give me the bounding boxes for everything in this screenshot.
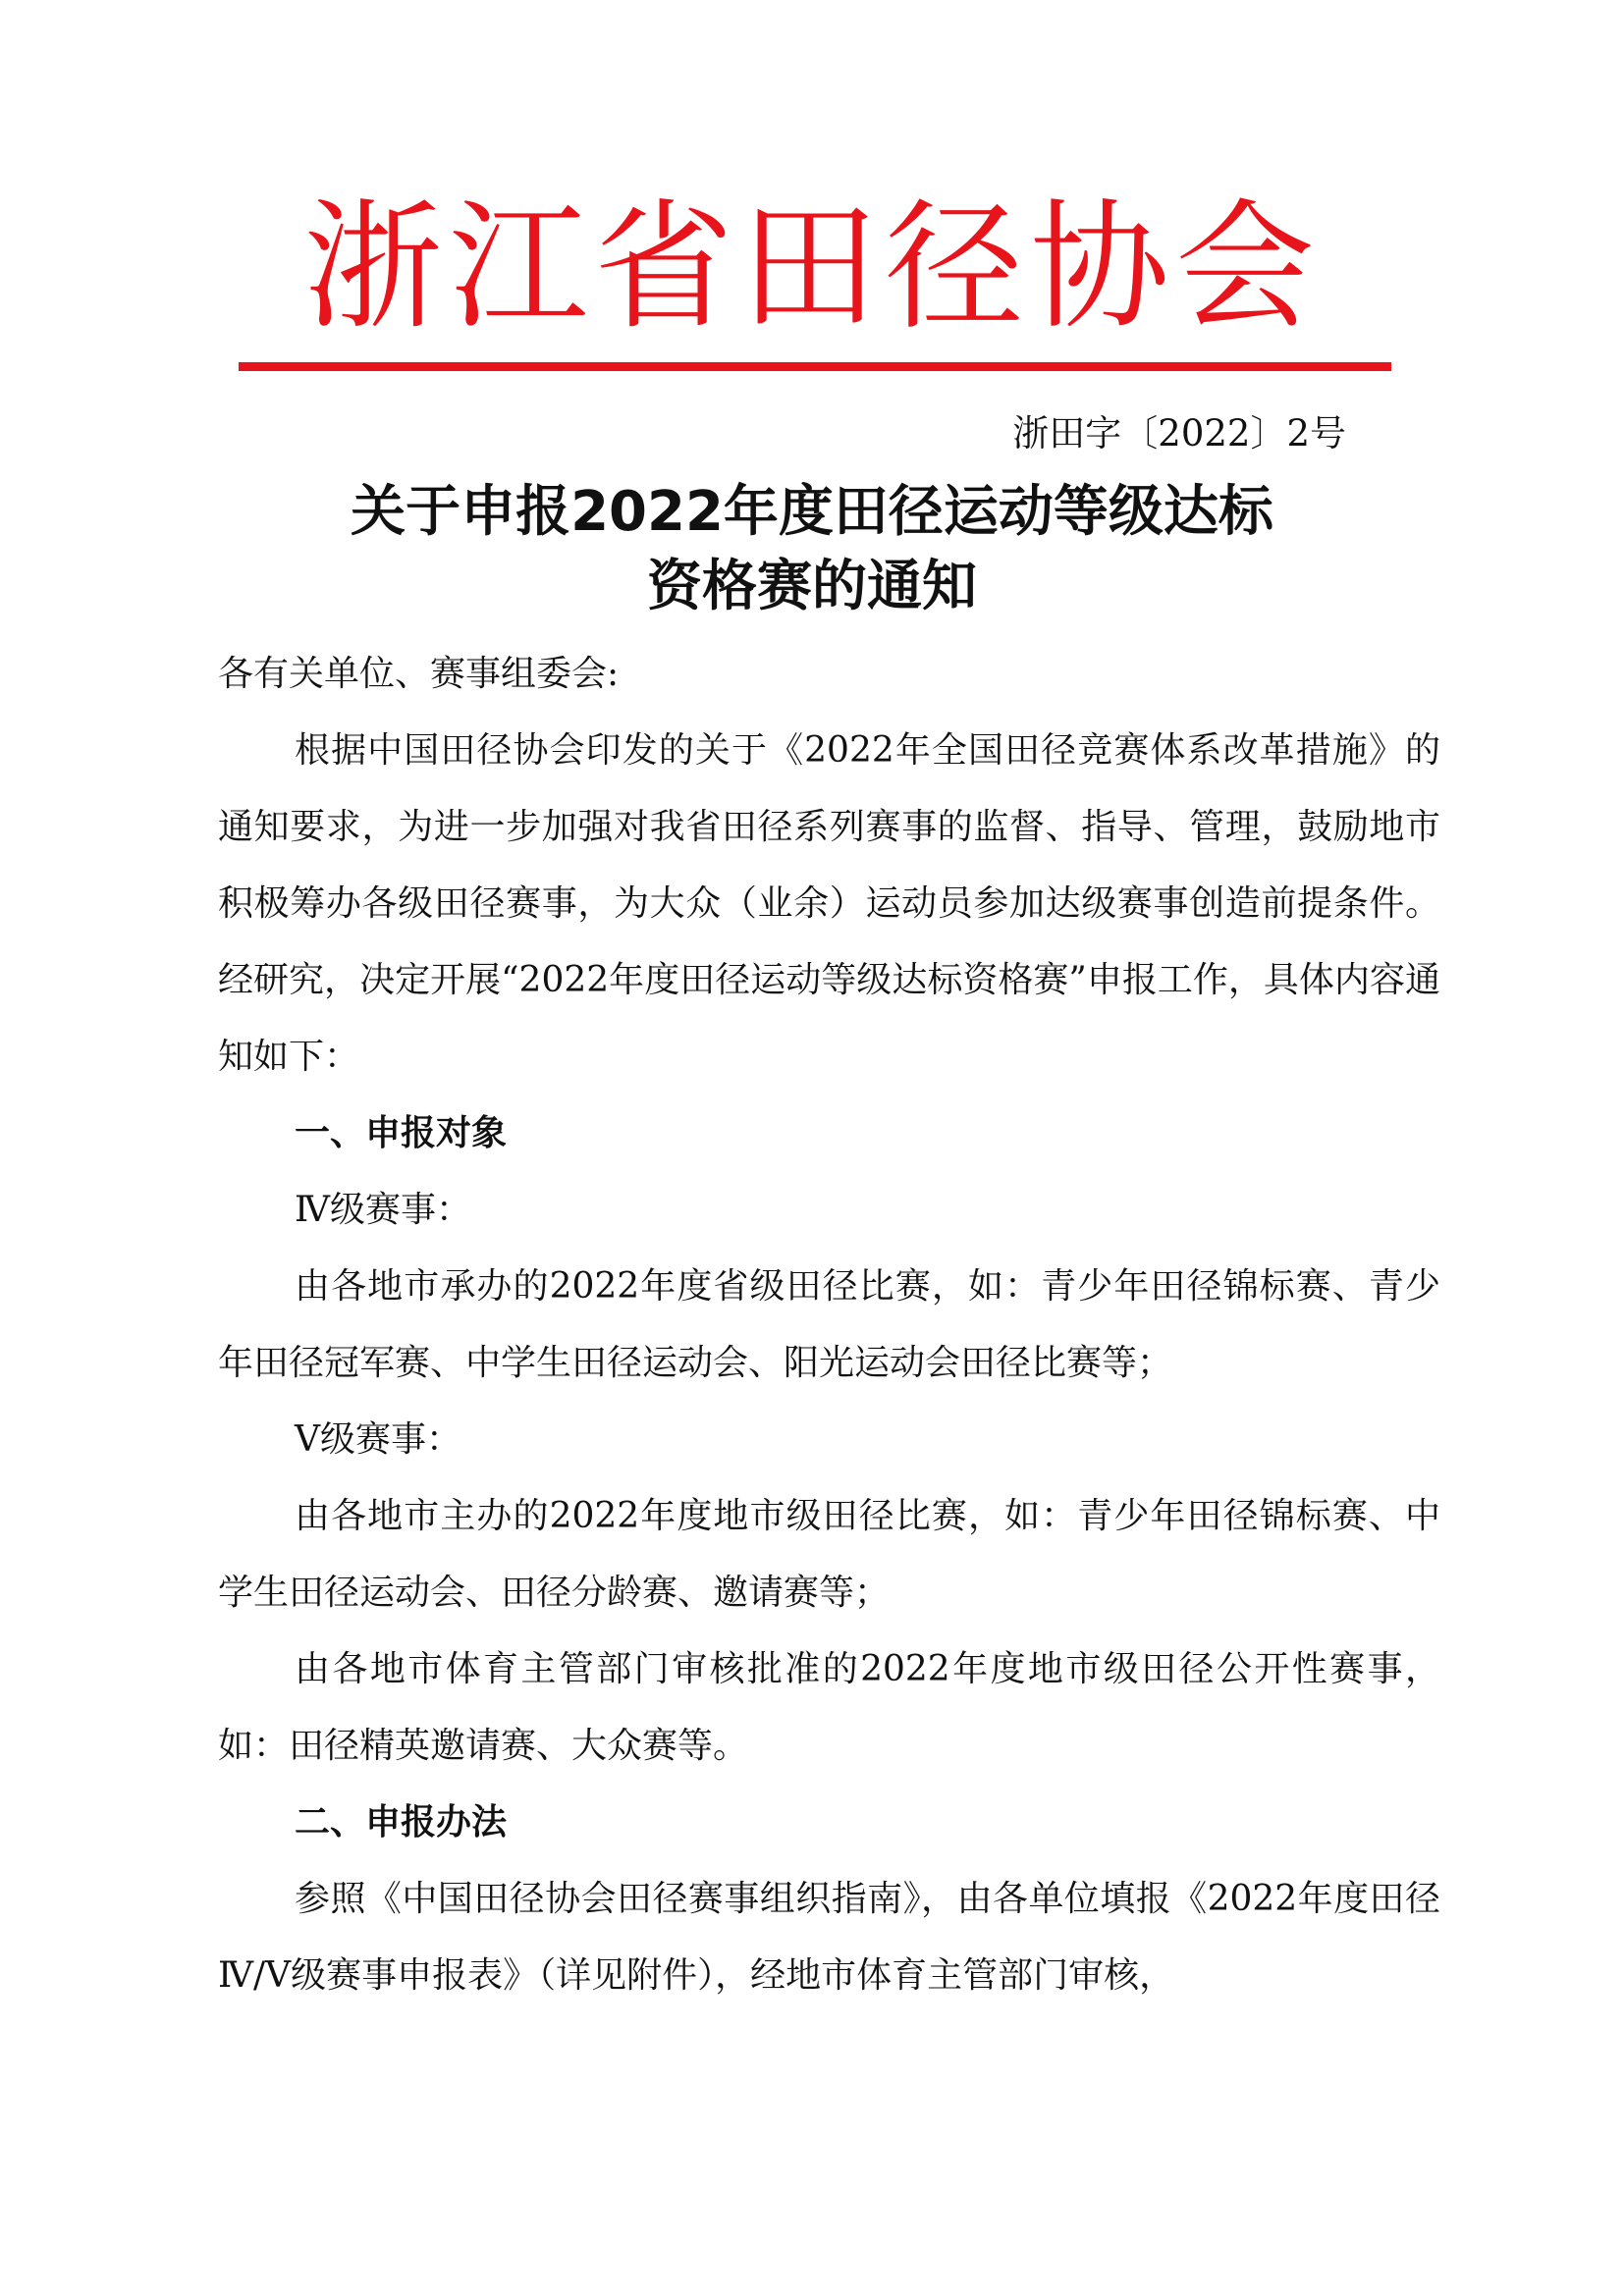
level-5-paragraph-2: 由各地市体育主管部门审核批准的2022年度地市级田径公开性赛事，如：田径精英邀请赛、大众赛等。 <box>218 1649 1440 1766</box>
level-5-paragraph-1: 由各地市主办的2022年度地市级田径比赛，如：青少年田径锦标赛、中学生田径运动会、田径分龄赛、邀请赛等； <box>218 1496 1440 1613</box>
red-divider-line <box>239 362 1391 371</box>
salutation: 各有关单位、赛事组委会: <box>218 654 620 694</box>
title-line-1: 关于申报2022年度田径运动等级达标 <box>351 480 1273 544</box>
title-line-2: 资格赛的通知 <box>647 555 977 618</box>
intro-paragraph: 根据中国田径协会印发的关于《2022年全国田径竞赛体系改革措施》的通知要求，为进一步加强对我省田径系列赛事的监督、指导、管理，鼓励地市积极筹办各级田径赛事，为大众（业余）运动员参加达级赛事创造前提条件。经研究，决定开展“2022年度田径运动等级达标资格赛”申报工作，具体内容通知如下： <box>218 730 1440 1077</box>
document-body <box>218 636 1440 2014</box>
document-number: 浙田字〔2022〕2号 <box>1012 412 1346 454</box>
level-4-label: Ⅳ级赛事： <box>295 1190 471 1230</box>
method-paragraph: 参照《中国田径协会田径赛事组织指南》，由各单位填报《2022年度田径Ⅳ/Ⅴ级赛事申报表》（详见附件），经地市体育主管部门审核， <box>218 1879 1440 1996</box>
section-heading-1: 一、申报对象 <box>295 1113 508 1153</box>
level-5-label: Ⅴ级赛事： <box>295 1419 461 1460</box>
level-4-paragraph: 由各地市承办的2022年度省级田径比赛，如：青少年田径锦标赛、青少年田径冠军赛、中学生田径运动会、阳光运动会田径比赛等； <box>218 1266 1440 1383</box>
document-title <box>0 475 1624 624</box>
organization-masthead: 浙江省田径协会 <box>303 187 1321 348</box>
section-heading-2: 二、申报办法 <box>295 1802 508 1842</box>
